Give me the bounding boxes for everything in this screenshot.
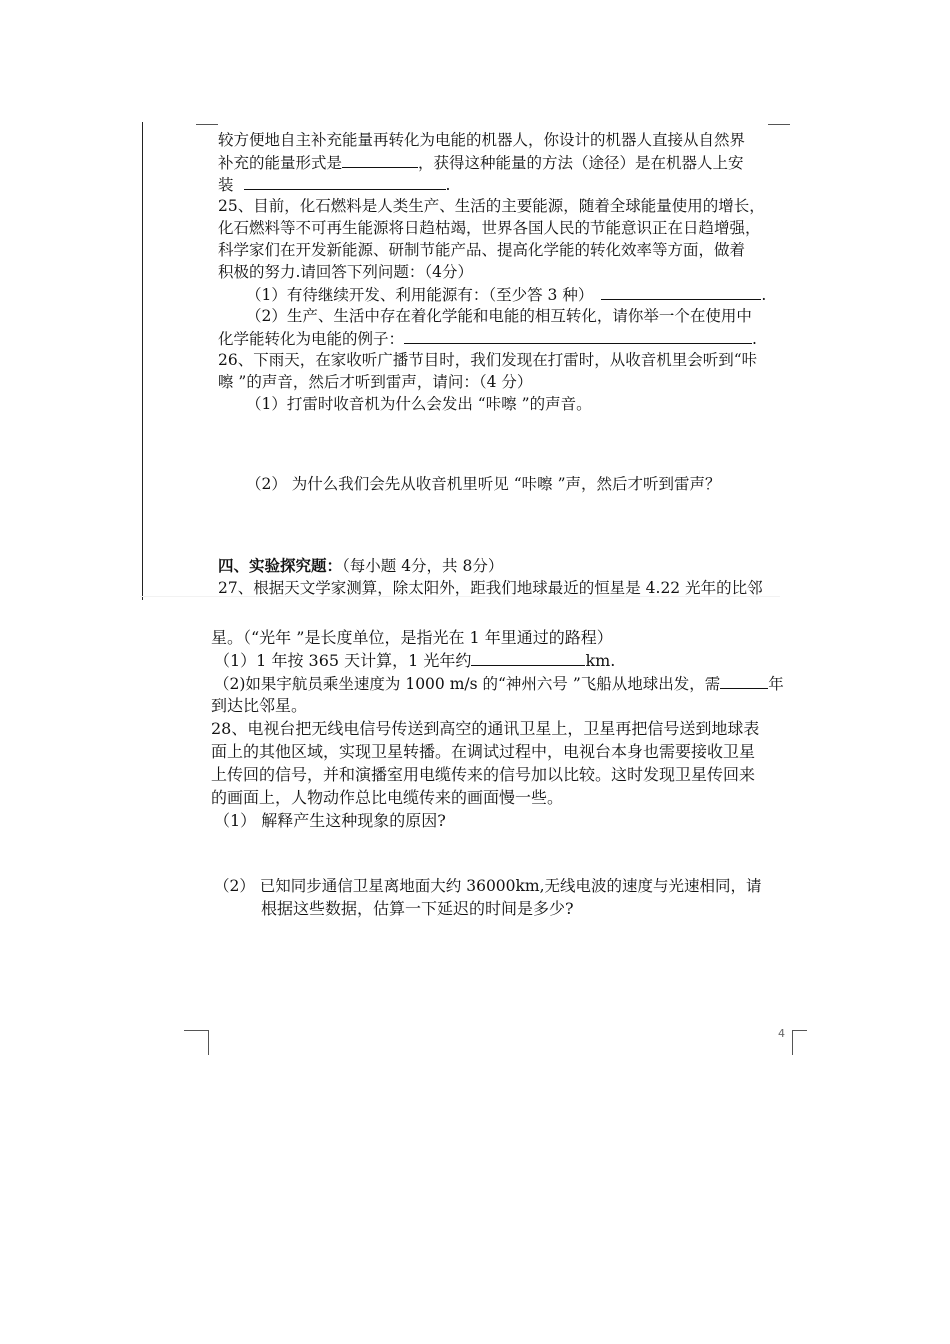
- section-4-heading: 四、实验探究题：（每小题 4分，共 8分）: [218, 556, 504, 575]
- text-line: 星。（“光年 ”是长度单位，是指光在 1 年里通过的路程）: [211, 628, 613, 647]
- question-25: 25、目前，化石燃料是人类生产、生活的主要能源，随着全球能量使用的增长，: [218, 197, 765, 215]
- crop-mark-bottom-left: [184, 1030, 209, 1055]
- text-line: 的画面上，人物动作总比电缆传来的画面慢一些。: [211, 788, 564, 807]
- text-line: 装 .: [218, 176, 451, 194]
- question-26: 26、下雨天，在家收听广播节目时，我们发现在打雷时，从收音机里会听到“咔: [218, 351, 758, 369]
- text-line: 化石燃料等不可再生能源将日趋枯竭，世界各国人民的节能意识正在日趋增强，: [218, 219, 761, 237]
- scan-seam: [140, 596, 780, 597]
- text-line: 补充的能量形式是 ，获得这种能量的方法（途径）是在机器人上安: [218, 154, 744, 172]
- text-line: 根据这些数据，估算一下延迟的时间是多少?: [261, 899, 574, 918]
- question-28-1: （1） 解释产生这种现象的原因?: [214, 811, 446, 830]
- page-number: 4: [778, 1027, 785, 1040]
- answer-blank[interactable]: [601, 284, 761, 300]
- question-25-2: （2）生产、生活中存在着化学能和电能的相互转化，请你举一个在使用中: [246, 307, 752, 325]
- answer-blank[interactable]: [720, 673, 768, 689]
- crop-mark-top-left: [196, 124, 218, 125]
- answer-blank[interactable]: [342, 152, 418, 168]
- text-line: 上传回的信号，并和演播室用电缆传来的信号加以比较。这时发现卫星传回来: [211, 765, 756, 784]
- question-25-1: （1）有待继续开发、利用能源有：（至少答 3 种） .: [246, 286, 767, 304]
- question-26-2: （2） 为什么我们会先从收音机里听见 “咔嚓 ”声，然后才听到雷声？: [246, 475, 721, 493]
- text-line: 化学能转化为电能的例子： .: [218, 330, 757, 348]
- answer-blank[interactable]: [471, 650, 585, 666]
- text-line: 较方便地自主补充能量再转化为电能的机器人，你设计的机器人直接从自然界: [218, 131, 746, 149]
- question-27-2: （2)如果宇航员乘坐速度为 1000 m/s 的“神州六号 ”飞船从地球出发，需 年: [214, 675, 784, 693]
- crop-mark-bottom-right: [792, 1030, 807, 1055]
- text-line: 面上的其他区域，实现卫星转播。在调试过程中，电视台本身也需要接收卫星: [211, 742, 756, 761]
- question-28-2: （2） 已知同步通信卫星离地面大约 36000km,无线电波的速度与光速相同，请: [214, 877, 762, 895]
- text-line: 嚓 ”的声音，然后才听到雷声，请问：（4 分）: [218, 373, 533, 391]
- text-line: 积极的努力.请回答下列问题：（4分）: [218, 263, 474, 281]
- question-28: 28、电视台把无线电信号传送到高空的通讯卫星上，卫星再把信号送到地球表: [211, 719, 760, 738]
- question-26-1: （1）打雷时收音机为什么会发出 “咔嚓 ”的声音。: [246, 395, 592, 413]
- answer-blank[interactable]: [244, 174, 446, 190]
- text-line: 到达比邻星。: [211, 696, 308, 715]
- crop-mark-top-right: [768, 124, 790, 125]
- question-27-1: （1）1 年按 365 天计算，1 光年约 km.: [214, 651, 616, 670]
- text-line: 科学家们在开发新能源、研制节能产品、提高化学能的转化效率等方面，做着: [218, 241, 746, 259]
- margin-rule: [142, 122, 143, 600]
- answer-blank[interactable]: [404, 328, 752, 344]
- question-27: 27、根据天文学家测算，除太阳外，距我们地球最近的恒星是 4.22 光年的比邻: [218, 579, 763, 596]
